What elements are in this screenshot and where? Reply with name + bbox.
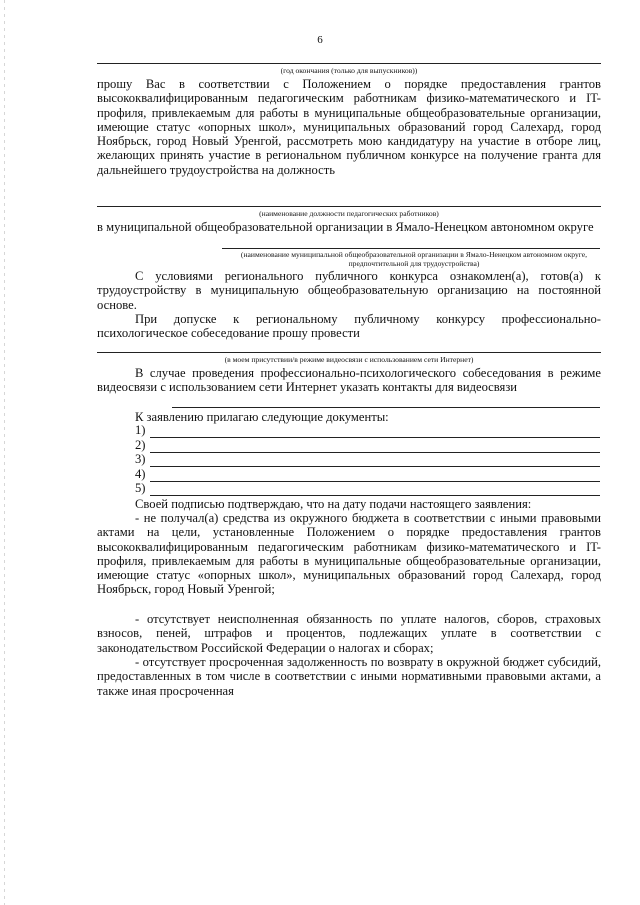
attachment-1-label: 1) <box>135 423 146 437</box>
para-admission: При допуске к региональному публичному конкурсу профессионально-психологическое собеседование прошу провести <box>97 312 601 341</box>
graduation-year-line <box>97 63 601 64</box>
video-contacts-line <box>172 407 600 408</box>
attachment-3-label: 3) <box>135 452 146 466</box>
para-request: прошу Вас в соответствии с Положением о порядке предоставления грантов высококвалифицированным педагогическим работникам физико-математического и IT-профиля, привлекаемым для работы в муниципальные общеобразовательные организации, имеющие статус «опорных школ», муниципальных образований город Салехард, город Ноябрьск, город Новый Уренгой, рассмотреть мою кандидатуру на участие в отборе лиц, желающих принять участие в региональном публичном конкурсе на получение гранта для дальнейшего трудоустройства на должность <box>97 77 601 177</box>
para-confirm: Своей подписью подтверждаю, что на дату подачи настоящего заявления: <box>135 497 532 511</box>
caption-graduation: (год окончания (только для выпускников)) <box>280 66 418 75</box>
caption-interview: (в моем присутствии/в режиме видеосвязи с использованием сети Интернет) <box>224 355 474 364</box>
bullet-no-tax-debt: - отсутствует неисполненная обязанность по уплате налогов, сборов, страховых взносов, пеней, штрафов и процентов, подлежащих уплате в соответствии с законодательством Российской Федерации о налогах и сборах; <box>97 612 601 655</box>
attachment-2-label: 2) <box>135 438 146 452</box>
attachment-1-line <box>150 437 600 438</box>
caption-organization: (наименование муниципальной общеобразовательной организации в Ямало-Ненецком автономном округе, предпочтительной для трудоустройства) <box>240 250 588 268</box>
interview-mode-line <box>97 352 601 353</box>
position-line <box>97 206 601 207</box>
para-conditions: С условиями регионального публичного конкурса ознакомлен(а), готов(а) к трудоустройству в муниципальную общеобразовательную организацию на постоянной основе. <box>97 269 601 312</box>
attachment-3-line <box>150 466 600 467</box>
para-video: В случае проведения профессионально-психологического собеседования в режиме видеосвязи с использованием сети Интернет указать контакты для видеосвязи <box>97 366 601 395</box>
scan-edge-mark <box>4 0 5 905</box>
attachment-2-line <box>150 452 600 453</box>
attachment-5-label: 5) <box>135 481 146 495</box>
bullet-no-funds: - не получал(а) средства из окружного бюджета в соответствии с иными правовыми актами на цели, установленные Положением о порядке предоставления грантов высококвалифицированным педагогическим работникам физико-математического и IT-профиля, привлекаемым для работы в муниципальные общеобразовательные организации, имеющие статус «опорных школ», муниципальных образований город Салехард, город Ноябрьск, город Новый Уренгой; <box>97 511 601 597</box>
organization-line <box>222 248 600 249</box>
attachment-5-line <box>150 495 600 496</box>
caption-position: (наименование должности педагогических работников) <box>259 209 439 218</box>
para-municipal: в муниципальной общеобразовательной организации в Ямало-Ненецком автономном округе <box>97 220 594 234</box>
para-attach: К заявлению прилагаю следующие документы: <box>135 410 389 424</box>
page-number: 6 <box>317 34 323 46</box>
bullet-no-overdue-debt: - отсутствует просроченная задолженность по возврату в окружной бюджет субсидий, предоставленных в том числе в соответствии с иными нормативными правовыми актами, а также иная просроченная <box>97 655 601 698</box>
attachment-4-label: 4) <box>135 467 146 481</box>
attachment-4-line <box>150 481 600 482</box>
